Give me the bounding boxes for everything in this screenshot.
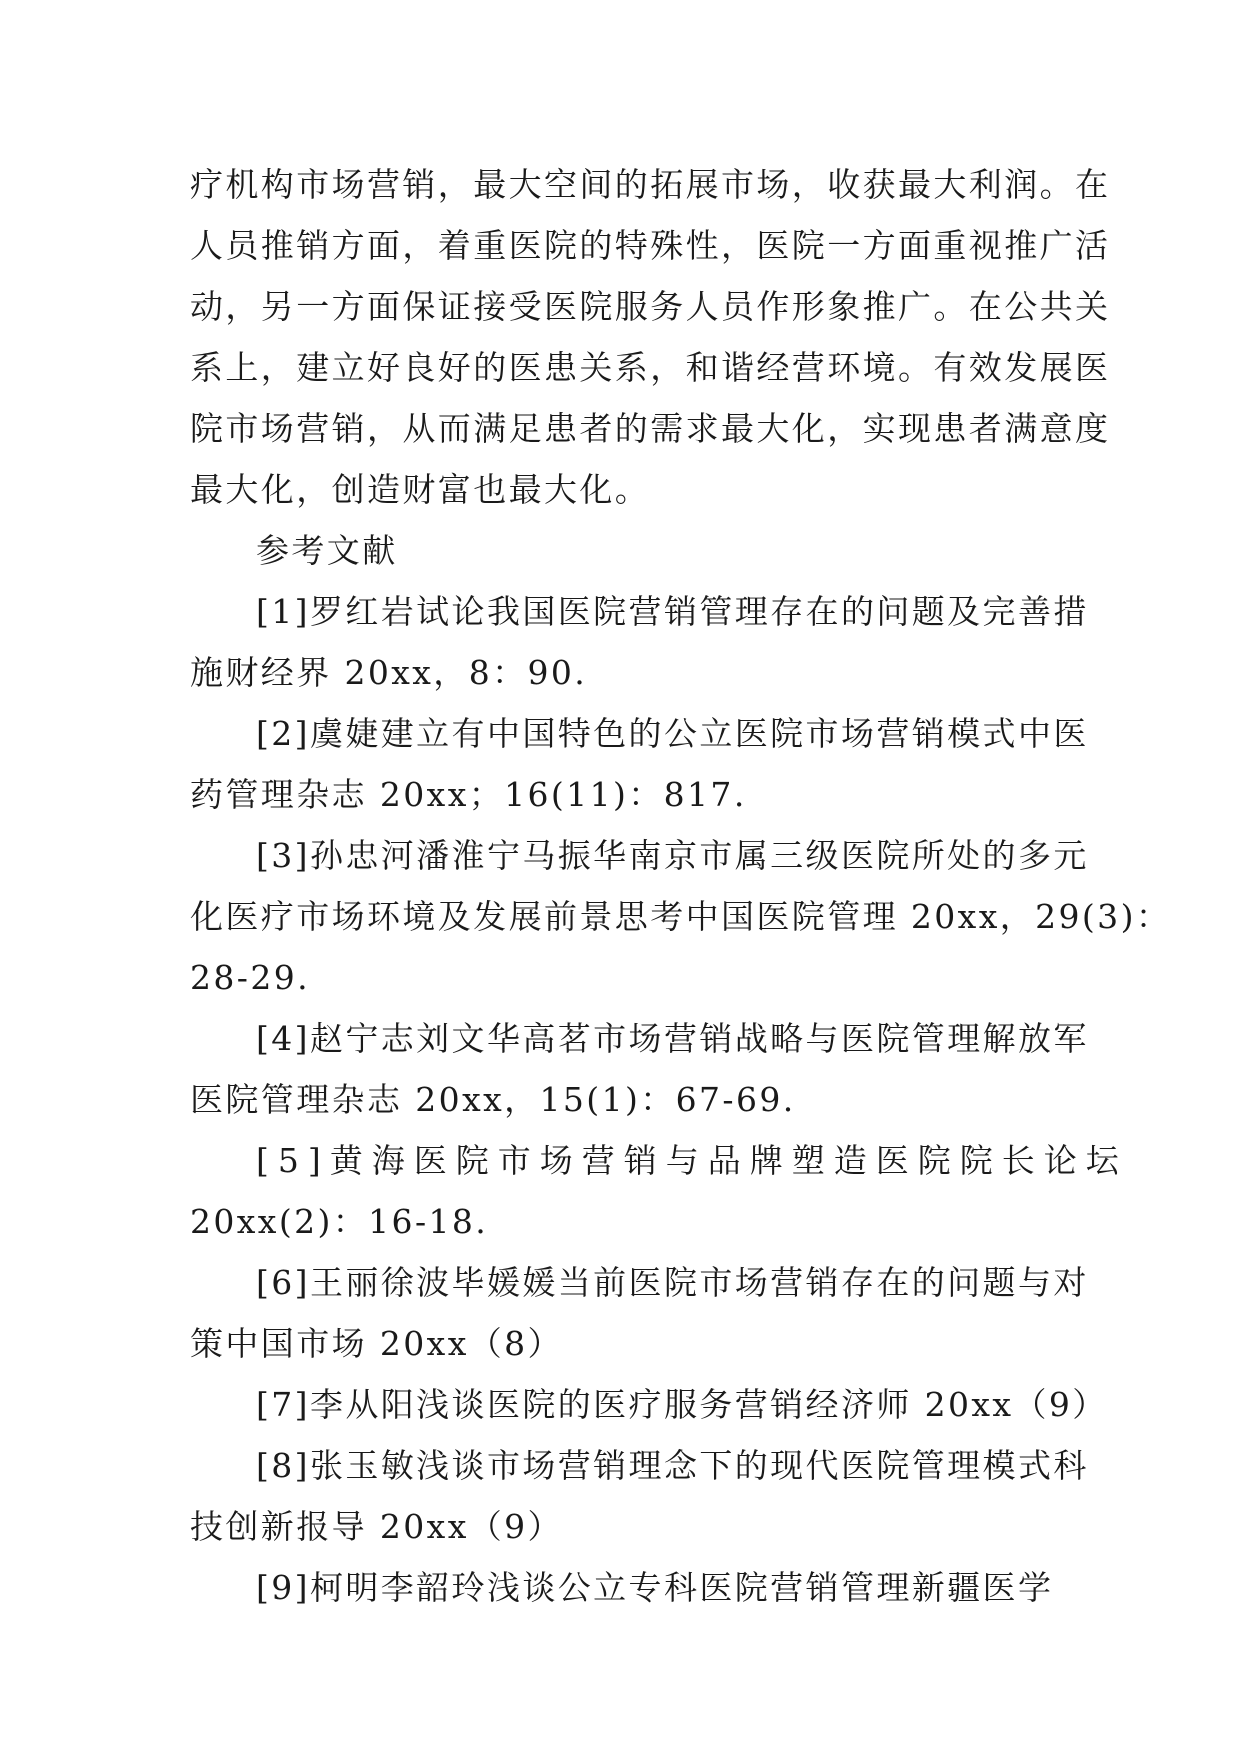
reference-line: [4]赵宁志刘文华高茗市场营销战略与医院管理解放军 (256, 1019, 1089, 1058)
references-heading: 参考文献 (256, 531, 398, 570)
reference-line: 施财经界 20xx，8：90. (190, 653, 588, 692)
reference-line: 20xx(2)：16-18. (190, 1202, 489, 1241)
paragraph-line: 院市场营销，从而满足患者的需求最大化，实现患者满意度 (190, 409, 1111, 448)
reference-line: 药管理杂志 20xx；16(11)：817. (190, 775, 747, 814)
reference-line: [9]柯明李韶玲浅谈公立专科医院营销管理新疆医学 (256, 1568, 1054, 1607)
reference-line: [6]王丽徐波毕媛媛当前医院市场营销存在的问题与对 (256, 1263, 1089, 1302)
reference-line: 技创新报导 20xx（9） (190, 1507, 563, 1546)
paragraph-line: 最大化，创造财富也最大化。 (190, 470, 651, 509)
reference-line: [8]张玉敏浅谈市场营销理念下的现代医院管理模式科 (256, 1446, 1089, 1485)
paragraph-line: 动，另一方面保证接受医院服务人员作形象推广。在公共关 (190, 287, 1111, 326)
reference-line: [3]孙忠河潘淮宁马振华南京市属三级医院所处的多元 (256, 836, 1089, 875)
reference-line: 28-29. (190, 958, 311, 997)
reference-line: 策中国市场 20xx（8） (190, 1324, 563, 1363)
reference-line: [7]李从阳浅谈医院的医疗服务营销经济师 20xx（9） (256, 1385, 1108, 1424)
paragraph-line: 系上，建立好良好的医患关系，和谐经营环境。有效发展医 (190, 348, 1111, 387)
reference-line: [2]虞婕建立有中国特色的公立医院市场营销模式中医 (256, 714, 1089, 753)
reference-line: 化医疗市场环境及发展前景思考中国医院管理 20xx，29(3)： (190, 897, 1172, 936)
paragraph-line: 疗机构市场营销，最大空间的拓展市场，收获最大利润。在 (190, 165, 1111, 204)
reference-line: 医院管理杂志 20xx，15(1)：67-69. (190, 1080, 796, 1119)
reference-line: [5]黄海医院市场营销与品牌塑造医院院长论坛 (256, 1141, 1128, 1180)
reference-line: [1]罗红岩试论我国医院营销管理存在的问题及完善措 (256, 592, 1089, 631)
paragraph-line: 人员推销方面，着重医院的特殊性，医院一方面重视推广活 (190, 226, 1111, 265)
